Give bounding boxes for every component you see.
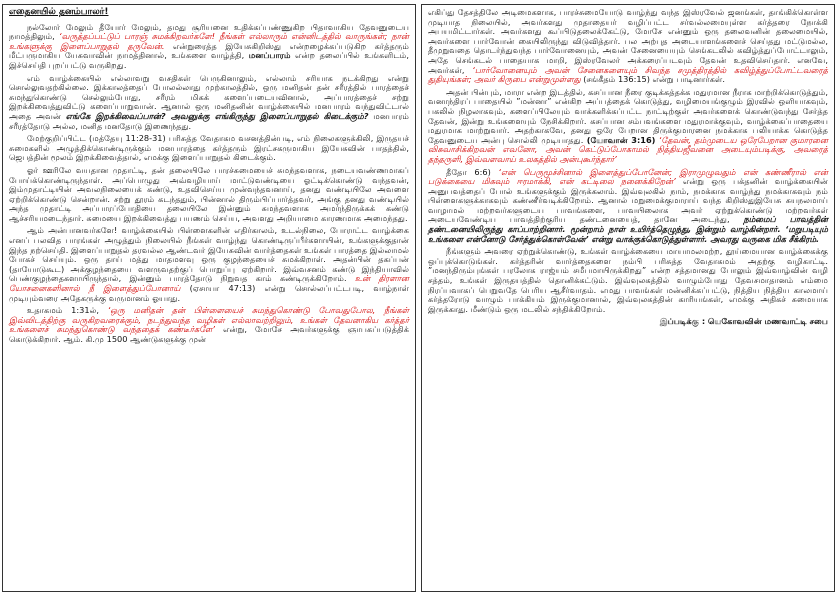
- scripture-quote: ‘என் பெருமூச்சினால் இளைத்துப்போனேன்; இராமுழுவதும் என் கண்ணீரால் என் படுக்கையை மிகவும் ஈரமாக்கி, என் கட்டிலை நனைக்கிறேன்’: [428, 166, 828, 187]
- paragraph-marah: [428, 88, 828, 165]
- text-span: அதன் பின்பும், மாரா என்ற இடத்தில், கசப்பான நீரை குடிக்கத்தக்க மதுரமான நீராக மாற்றிக்கொடுத்தும், வனாந்திரப் பாதையில் ”மன்னா” என்கிற அப்பத்தைக் கொடுத்து, வழிமையங்குழும் இரவில் ஒளியாகவும், பகலில் நிழலாகவும், களைப்பிலேயும் வாக்களிக்கப்பட்ட நாட்டிற்குள் அவர்களைக் கொண்டுவந்து சேர்த்த தேவன், இன்று உங்களையும் நேசிக்கிறார். கசப்பான சம்பவங்களை மதுரமாக்குவும், வாழ்க்கைப்பாதையை மதுரமாக மாற்றுவார். அதற்காகவே, தனது ஒரே பேறான திருக்குமாரனை நமக்காக பலியாக்க கொடுத்த தேவனுடைய அன்பு சொல்லி முடியாதது.: [428, 86, 828, 145]
- text-span: மனபாரம் சரீரத்தோடு அல்ல, மனித மனதோடு இணைந்தது.: [9, 110, 410, 131]
- paragraph-scripture-ref: மேற்குறிப்பிட்ட (மத்தேயு 11:28-31) பரிசுத்த வேதாகம வசனத்தின்படி, எம் நிலைகளுக்கிலி, இருதயச் சுமைகளில் அழுத்திக்கொண்டிருக்கும் மனபாரத்தை கர்த்தரும் இரட்சகருமாகிய இயேசுவின் பாதத்தில், ஜெபத்தின் மூலம் இறக்கிவைத்தால், எமக்கு இளைப்பாறுதல் கிடைக்கும்.: [9, 133, 409, 163]
- left-column: [2, 4, 416, 592]
- text-span: (ஏசாயா 47:13) என்று சொல்லப்பட்டபடி, வாழ்நாள் முடியும்வரை அதேகருக்கு வருமானம் ஓயாது.: [9, 283, 409, 303]
- scripture-quote: ‘வருத்தப்பட்டுப் பாரஞ் சுமக்கிறவர்களே! நீங்கள் எல்லாரும் என்னிடத்தில் வாருங்கள்; நான் உங்களுக்கு இளைப்பாறுதல் தருவேன்.: [9, 31, 409, 51]
- scripture-quote: ‘பார்வோனையும் அவன் சேனைகளையும் சிவந்த சமுத்திரத்தில் கவிழ்த்துப்போட்டவரைத் துதியுங்கள்; அவர் கிருபை என்றுமுள்ளது: [428, 64, 828, 85]
- text-span: என்று ஒரு பக்தனின் வாழ்க்கையின் அனுபவத்தைப் போல் உங்களுக்கும் இருக்கலாம். இவ்வுலகில் நாம், நமக்காக வாழ்ந்து நமக்காகவும் நம் பிள்ளைகளுக்காகவும் கண்ணீர்வடிக்கிறோம். ஆனால் மறுமைக்குமாராய் வந்த கிறிஸ்துஇயேசு சுயநலமாய் வாழாமல் மற்றவர்களுடைய பாவங்களை, பாவயிலைாக அவர் ஏற்றுக்கொண்டு மற்றவர்கள் அடையவேண்டிய பாவத்திற்குரிய தண்டனையைத், தானே அடைந்து,: [428, 176, 828, 225]
- emphasis-statement: நம்மைப் பாவத்தின் தண்டனையிலிருந்து காப்பாற்றினார். மூன்றாம் நாள் உயிர்த்தெழுந்து, இன்றும் வாழ்கின்றார். ‘மறுபடியும் உங்களை என்னோடு சேர்த்துக்கொள்வேன்’ என்று வாக்குக்கொடுத்துள்ளார். அவரது வருகை மிக சீக்கிரம்.: [428, 214, 828, 244]
- text-span: தீதோ 6:6): [446, 166, 499, 177]
- paragraph-closing: நீங்களும் அவரை ஏற்றுக்கொண்டு, உங்கள் வாழ்க்கையை மாயாமலமற்ற, தூய்மையான வாழ்க்கைக்கு ஒப்புக்கொடுங்கள். கர்த்தரின் வார்த்தைகளை நம்பி பரிசுத்த வேதாகமம் அதற்கு வழிகாட்டி. ”மனந்திரும்புங்கள் பரலோக ராஜ்யம் சமீபமாயிருக்கிறது” என்ற சத்தமானது போலும் இவ்வாழ்வின் வழி சத்தம், உங்கள் இருதயத்தில் தொனிக்கட்டும். இவ்வுலகத்தில் வாழும்போது தேவசமாதானம் எம்மை நிரப்பவாகப் பெறுவதே பெரிய ஆசீர்வாதம். எமது பாவங்கள் மன்னிக்கப்பட்டு, நித்திய நித்திய காலமாய் கர்த்தரோடு வாழும் பாக்கியம் இருக்குமானால், இவ்வுலகத்தின் காரியங்கள், எமக்கு அதிகச் சுமையாக இருக்காது. மீண்டும் ஒரு மடலில் சந்திக்கிறோம்.: [428, 246, 828, 314]
- paragraph-story: ஓர் ஊரிலே வயதான முதாட்டி, தன் தலையிலே பாரச்சுமையைச் சுமந்தவளாக, நடையவண்ணமாகப் போய்க்கொண்டிருந்தாள். அப்பொழுது அவ்வழியாய் மாட்டுவண்டியை ஓட்டிக்கொண்டு வந்தவன், இம்முதாட்டியின் அவலநிலையைக் கண்டு, உதவிசெய்ய முன்வந்தவனாய், தனது வண்டியிலே அவளை ஏற்றிக்கொண்டு சென்றான். சற்று தூரம் கடந்ததும், பின்னால் திரும்பிப்பார்த்தவர், அங்கு தனது வண்டியில் அந்த முதாட்டி அப்பாரப்போதியை தலையிலே இன்னும் சுமந்தவளாக அமர்ந்திருக்கக் கண்டு ஆச்சரியமடைந்தார். சுமையை இறக்கிவைத்து பயணம் செய்ய, அவளது அறியாமை காரணமாக அமைந்தது.: [9, 164, 409, 223]
- signature: இப்படிக்கு : யெகோவவின் மணவாட்டி சபை: [659, 316, 828, 327]
- paragraph-deuteronomy: [9, 306, 409, 344]
- topic-keyword: மனப்பாரம்: [248, 50, 291, 61]
- text-span: என்று, மோசே அவர்களுக்கு ஞாபகப்படுத்திக் கொடுக்கிறார். ஆம். கி.மு 1500 ஆண்டுகளுக்கு முன்: [9, 324, 409, 344]
- text-span: என்ற தலைப்பில் உங்களிடம், இச்செய்தி புறப்பட்டு வருகிறது.: [9, 50, 409, 70]
- text-span: எகிப்து தேசத்திலே அடிமைகளாக, பாரச்சுமையோடு வாழ்ந்து வந்த இஸ்ரவேல் ஜனங்கள், தாங்கிக்கொள்ள முடியாத நிலையில், அவர்களது முதாதையர் வழிப்பட்ட சர்வல்லமையுள்ள கர்த்தரை நோக்கி அபயமிட்டார்கள். அவர்களது கூப்பிடுதலைக்கேட்டு, மோசே என்னும் ஒரு தலைவனின் தலைமையில், அவர்களை பார்வோன் கையிலிருந்து விடுவித்தார். பல அற்புத அடையாளங்களைச் செய்தது மட்டுமல்ல, தீமுறுவதை தொடர்ந்துவந்த பார்வோனையும், அவன் சேனையையும் செங்கடலில் கவிழ்த்துப்போட்டாலும், அதே செங்கடல் பாதையாக மாறி, இஸ்ரவேலர் அக்கரைப்படவும் தேவன் உதவிசெய்தார். எனவே, அவர்கள்,: [428, 7, 828, 75]
- text-span: நல்லோர் மேலும் தீயோர் மேலும், தமது சூரியனை உதிக்கப்பண்ணுகிற பிதாவாகிய தேவனுடைய நாமத்திலும்,: [9, 21, 409, 42]
- paragraph-egypt: [428, 8, 828, 85]
- paragraph-intro: [9, 23, 409, 71]
- scripture-quote: உன் திரளான யோசனைகளினால் நீ இளைத்துப்போனாய்: [9, 273, 409, 294]
- verse-reference: (யோவான் 3:16): [586, 134, 656, 145]
- scripture-quote: ‘தேவன், தம்முடைய ஒரேபேறான குமாரனை விசுவாசிக்கிறவன் எவனோ, அவன் கெட்டுப்போகாமல் நித்தியஜீவனை அடையும்படிக்கு, அவரைத் தந்தருளி, இவ்வளவாய் உலகத்தில் அன்புகூர்ந்தார்’: [428, 134, 828, 164]
- emphasis-question: எங்கே இறக்கிவைப்பான்? அவனுக்கு எங்கிருந்து இளைப்பாறுதல் கிடைக்கும்?: [65, 110, 369, 121]
- text-span: (சங்கீதம் 136:15) என்று பாடினார்கள்.: [580, 74, 725, 85]
- text-span: ஆம் அன்பானவர்களே! வாழ்க்கையில் பிள்ளைகளின் எதிர்காலம், உடல்நிலை, போராட்ட வாழ்க்கை எனப் பலவித பாரங்கள் அழுத்தும் நிலையில் நீங்கள் வாழ்ந்து கொண்டிருப்பீர்களாயின், உங்களுக்குதான் இந்த நற்செய்தி. இளைப்பாறுதல் தரவல்ல ஆண்டவர் இயேசுவின் வார்த்தைகள் உங்கள் பாரத்தை இல்லாமல் போகச் செய்யும். ஒரு தாய் மத்து மாதமளவு ஒரு குழந்தையைச் சுமக்கிறாள். அதன்பின் தகப்பன் (தாயோடுகூட) அக்குழந்தையை வளருவதற்குப் பொறுப்பு ஏற்கிறார். இவ்வசனம் கண்டு இந்தியாவில் பெண்குழந்தைகளாயிருந்தால், இன்னும் பாரத்தோடு நிறுவத காம் கண்டிருக்கிறோம்.: [9, 225, 409, 284]
- text-span: எம் வாழ்க்கையில் எல்லாவறு வசதிகள் பெருகினாலும், எல்லாம் சரியாக நடக்கிறது என்று சொல்லுவதற்கில்லை. இக்காலத்தைப் போலல்லாது முற்காலத்தில், ஒரு மனிதன் தன் சரீரத்தில் பாரத்தைச் சுமந்துகொண்டு செல்லும்போது, சரீரம் மிகக் களைப்படையவினால், அப்பாரத்தைச் சற்று இறக்கிவைத்துவிட்டு களைப்பாறுவான். ஆனால் ஒரு மனிதனின் வாழ்க்கையில் மனபாரம் வந்துவிட்டால் அதை அவன்: [9, 72, 409, 121]
- scripture-quote: ‘ஒரு மனிதன் தன் பிள்ளையைச் சுமந்துகொண்டு போவதுபோல, நீங்கள் இவ்விடத்திற்கு வருகிறவரைக்கும், நடந்துவந்த வழிகள் எல்லாவற்றிலும், உங்கள் தேவனாகிய கர்த்தர் உங்களைச் சுமந்துகொண்டு வந்ததைக் கண்டீர்களே’: [9, 305, 409, 335]
- paragraph-psalm: [428, 168, 828, 245]
- text-span: உதாகமம் 1:31ல்,: [27, 305, 108, 316]
- text-span: என்றுரைத்த இயேசுகிறிஸ்து என்றழைக்கப்படுகிற கர்த்தரும் மீட்பருமாகிய யேசுவாவின் நாமத்தினால், உங்களை வாழ்த்தி,: [9, 40, 410, 61]
- article-heading: எதைனயில் தனம்பாலர்!: [9, 7, 109, 17]
- paragraph-life: [9, 226, 409, 303]
- right-column: [421, 4, 835, 592]
- paragraph-burden: [9, 74, 409, 132]
